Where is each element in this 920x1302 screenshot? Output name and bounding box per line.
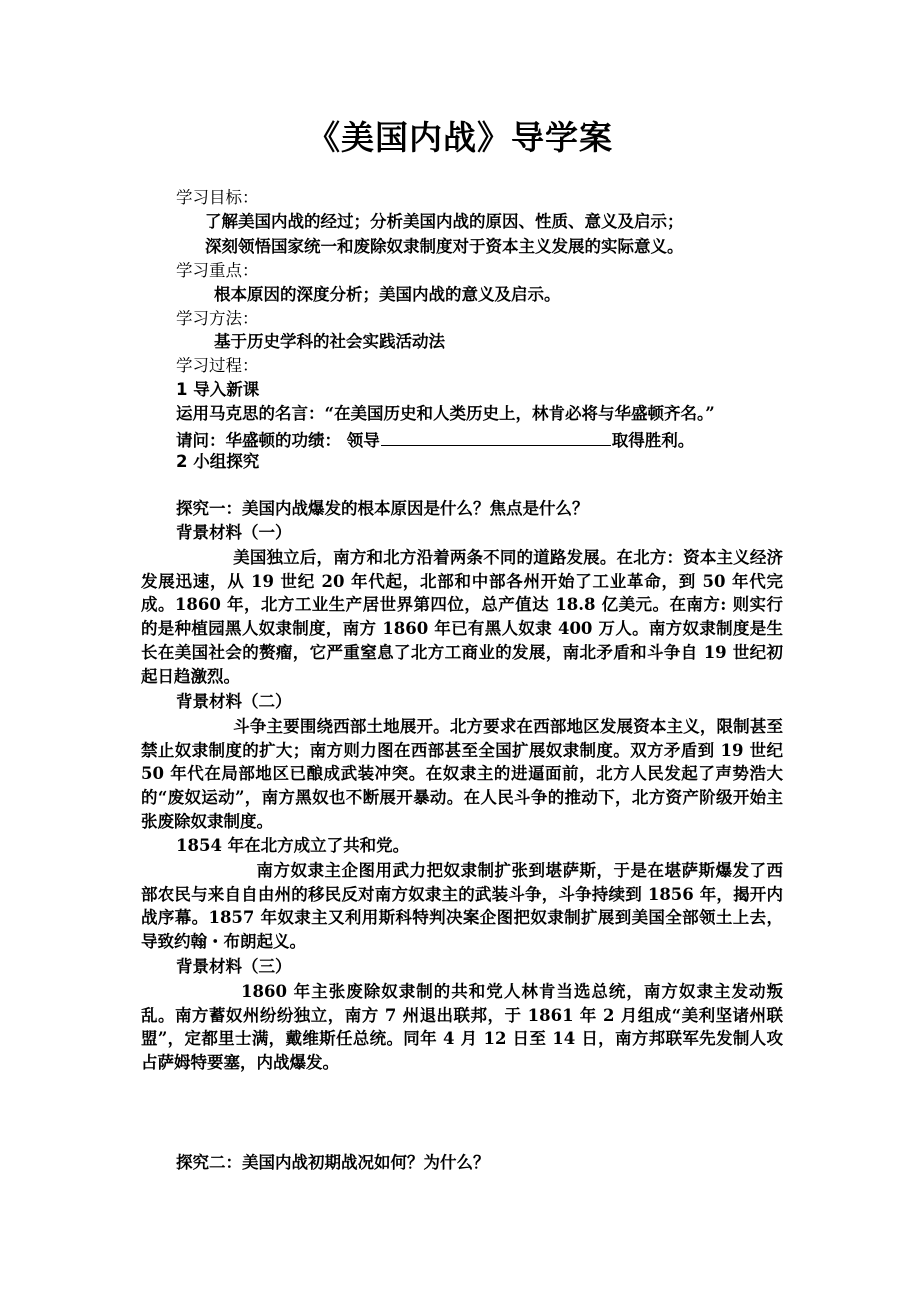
key-points-heading: 学习重点： — [176, 261, 259, 280]
material-1-body: 美国独立后，南方和北方沿着两条不同的道路发展。在北方：资本主义经济发展迅速，从 19 世纪 20 年代起，北部和中部各州开始了工业革命，到 50 年代完成。1860 年，北方工业生产居世界第四位，总产值达 18.8 亿美元。在南方: 则实行的是种植园黑人奴隶制度，南方 1860 年已有黑人奴隶 400 万人。南方奴隶制度是生长在美国社会的赘瘤，它严重窒息了北方工商业的发展，南北矛盾和斗争自 19 世纪初起日趋激烈。 — [141, 548, 783, 686]
material-2-note: 1854 年在北方成立了共和党。 — [176, 836, 410, 855]
objectives-line-2: 深刻领悟国家统一和废除奴隶制度对于资本主义发展的实际意义。 — [205, 237, 684, 256]
explore-1-heading: 探究一：美国内战爆发的根本原因是什么？焦点是什么？ — [176, 499, 589, 518]
material-3-text — [141, 980, 783, 1075]
material-2-text — [141, 715, 783, 834]
washington-question — [176, 427, 694, 452]
material-2-label: 背景材料（二） — [176, 692, 292, 711]
marx-quote: 运用马克思的名言：“在美国历史和人类历史上，林肯必将与华盛顿齐名。” — [176, 404, 715, 423]
objectives-heading: 学习目标： — [176, 188, 259, 207]
material-1-label: 背景材料（一） — [176, 523, 292, 542]
objectives-line-1: 了解美国内战的经过；分析美国内战的原因、性质、意义及启示； — [205, 212, 684, 231]
material-1-text — [141, 546, 783, 688]
key-points-text: 根本原因的深度分析；美国内战的意义及启示。 — [214, 285, 561, 304]
answer-blank[interactable] — [381, 427, 611, 446]
material-3-body: 1860 年主张废除奴隶制的共和党人林肯当选总统，南方奴隶主发动叛乱。南方蓄奴州纷纷独立，南方 7 州退出联邦，于 1861 年 2 月组成“美利坚诸州联盟”，定都里士满，戴维斯任总统。同年 4 月 12 日至 14 日，南方邦联军先发制人攻占萨姆特要塞，内战爆发。 — [141, 982, 783, 1073]
material-3-label: 背景材料（三） — [176, 957, 292, 976]
step-2-label: 2 小组探究 — [176, 452, 260, 471]
material-2-text-2 — [141, 859, 783, 954]
methods-text: 基于历史学科的社会实践活动法 — [214, 332, 445, 351]
material-2-body: 斗争主要围绕西部土地展开。北方要求在西部地区发展资本主义，限制甚至禁止奴隶制度的扩大；南方则力图在西部甚至全国扩展奴隶制度。双方矛盾到 19 世纪 50 年代在局部地区已酿成武装冲突。在奴隶主的进逼面前，北方人民发起了声势浩大的“废奴运动”，南方黑奴也不断展开暴动。在人民斗争的推动下，北方资产阶级开始主张废除奴隶制度。 — [141, 717, 783, 831]
question-prefix: 请问：华盛顿的功绩： 领导 — [176, 431, 380, 450]
page-title: 《美国内战》导学案 — [307, 118, 613, 157]
process-heading: 学习过程： — [176, 356, 259, 375]
step-1-label: 1 导入新课 — [176, 380, 260, 399]
methods-heading: 学习方法： — [176, 309, 259, 328]
material-2-body-2: 南方奴隶主企图用武力把奴隶制扩张到堪萨斯，于是在堪萨斯爆发了西部农民与来自自由州的移民反对南方奴隶主的武装斗争，斗争持续到 1856 年，揭开内战序幕。1857 年奴隶主又利用斯科特判决案企图把奴隶制扩展到美国全部领土上去，导致约翰・布朗起义。 — [141, 861, 783, 952]
explore-2-heading: 探究二：美国内战初期战况如何？为什么？ — [176, 1153, 490, 1172]
question-suffix: 取得胜利。 — [611, 431, 695, 450]
